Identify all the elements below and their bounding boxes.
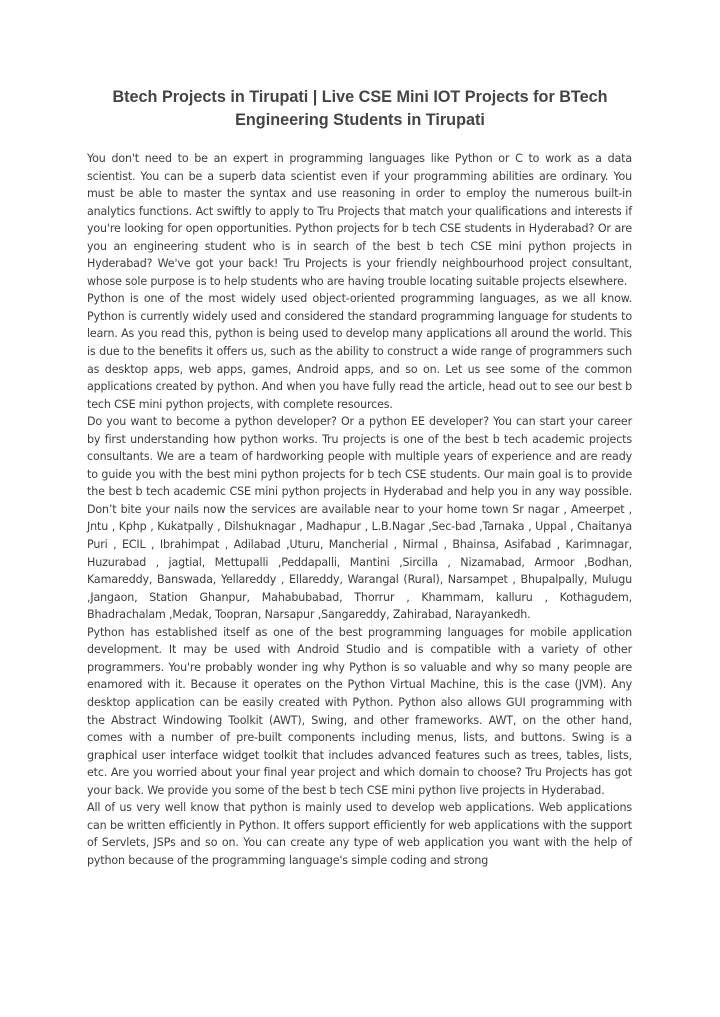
paragraph: Python has established itself as one of the best programming languages for mobile application development. It may be used with Android Studio and is compatible with a variety of other programmers. You're probably wonder ing why Python is so valuable and why so many people are enamored with it. Because it operates on the Python Virtual Machine, this is the case (JVM). Any desktop application can be easily created with Python. Python also allows GUI programming with the Abstract Windowing Toolkit (AWT), Swing, and other frameworks. AWT, on the other hand, comes with a number of pre-built components including menus, lists, and buttons. Swing is a graphical user interface widget toolkit that includes advanced features such as trees, tables, lists, etc. Are you worried about your final year project and which domain to choose? Tru Projects has got your back. We provide you some of the best b tech CSE mini python live projects in Hyderabad.	[87, 625, 632, 797]
paragraph: Do you want to become a python developer? Or a python EE developer? You can start your career by first understanding how python works. Tru projects is one of the best b tech academic projects consultants. We are a team of hardworking people with multiple years of experience and are ready to guide you with the best mini python projects for b tech CSE students. Our main goal is to provide the best b tech academic CSE mini python projects in Hyderabad and help you in any way possible. Don’t bite your nails now the services are available near to your home town Sr nagar , Ameerpet , Jntu , Kphp , Kukatpally , Dilshuknagar , Madhapur , L.B.Nagar ,Sec-bad ,Tarnaka , Uppal , Chaitanya Puri , ECIL , Ibrahimpat , Adilabad ,Uturu, Mancherial , Nirmal , Bhainsa, Asifabad , Karimnagar, Huzurabad , jagtial, Mettupalli ,Peddapalli, Mantini ,Sircilla , Nizamabad, Armoor ,Bodhan, Kamareddy, Banswada, Yellareddy , Ellareddy, Warangal (Rural), Narsampet , Bhupalpally, Mulugu ,Jangaon, Station Ghanpur, Mahabubabad, Thorrur , Khammam, kalluru , Kothagudem, Bhadrachalam ,Medak, Toopran, Narsapur ,Sangareddy, Zahirabad, Narayankedh.	[87, 415, 632, 622]
paragraph: Python is one of the most widely used object-oriented programming languages, as we all know. Python is currently widely used and considered the standard programming language for students to learn. As you read this, python is being used to develop many applications all around the world. This is due to the benefits it offers us, such as the ability to construct a wide range of programmers such as desktop apps, web apps, games, Android apps, and so on. Let us see some of the common applications created by python. And when you have fully read the article, head out to see our best b tech CSE mini python projects, with complete resources.	[87, 292, 632, 411]
document-title: Btech Projects in Tirupati | Live CSE Mini IOT Projects for BTech Engineering Students in Tirupati	[112, 88, 608, 129]
paragraph: All of us very well know that python is mainly used to develop web applications. Web applications can be written efficiently in Python. It offers support efficiently for web applications with the support of Servlets, JSPs and so on. You can create any type of web application you want with the help of python because of the programming language's simple coding and strong	[87, 801, 632, 867]
paragraph: You don't need to be an expert in programming languages like Python or C to work as a data scientist. You can be a superb data scientist even if your programming abilities are ordinary. You must be able to master the syntax and use reasoning in order to employ the numerous built-in analytics functions. Act swiftly to apply to Tru Projects that match your qualifications and interests if you're looking for open opportunities. Python projects for b tech CSE students in Hyderabad? Or are you an engineering student who is in search of the best b tech CSE mini python projects in Hyderabad? We've got your back! Tru Projects is your friendly neighbourhood project consultant, whose sole purpose is to help students who are having trouble locating suitable projects elsewhere.	[87, 152, 632, 288]
document-body	[87, 150, 632, 869]
